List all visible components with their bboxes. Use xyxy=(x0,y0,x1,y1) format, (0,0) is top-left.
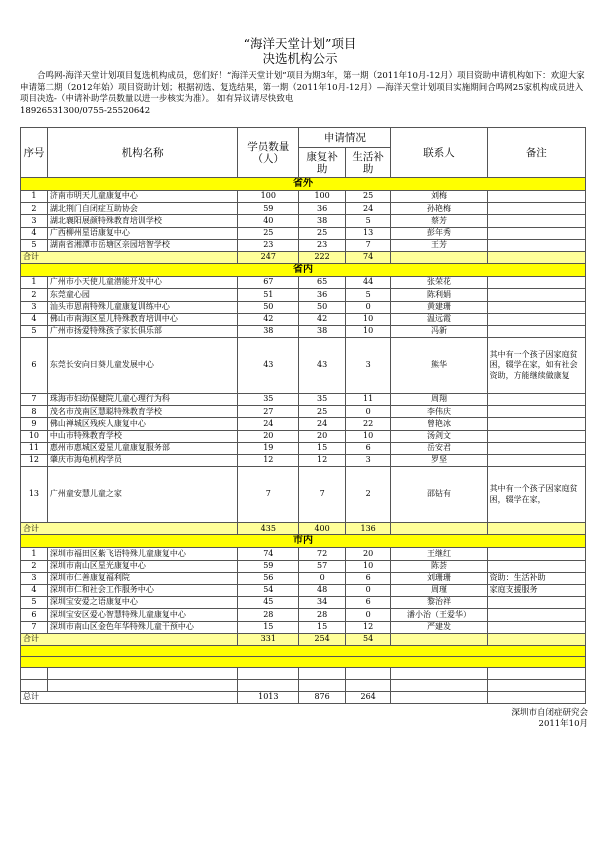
subtotal-students: 331 xyxy=(238,633,299,645)
contact-person: 潘小治（王爱华） xyxy=(391,609,487,621)
row-number: 11 xyxy=(21,442,48,454)
subtotal-rehab: 254 xyxy=(299,633,346,645)
institution-name: 济南市明天儿童康复中心 xyxy=(47,191,237,203)
contact-person: 蔡芳 xyxy=(391,215,487,227)
living-subsidy: 3 xyxy=(345,455,391,467)
remark xyxy=(487,442,585,454)
remark xyxy=(487,227,585,239)
remark xyxy=(487,289,585,301)
rehab-subsidy: 24 xyxy=(299,418,346,430)
table-row xyxy=(21,560,586,572)
empty-cell xyxy=(47,679,237,691)
header-students: 学员数量（人） xyxy=(238,128,299,178)
table-row xyxy=(21,584,586,596)
row-number: 6 xyxy=(21,338,48,394)
subtotal-label: 合计 xyxy=(21,251,238,263)
table-body xyxy=(21,178,586,704)
row-number: 4 xyxy=(21,313,48,325)
row-number: 7 xyxy=(21,394,48,406)
empty-cell xyxy=(345,667,391,679)
header-name: 机构名称 xyxy=(47,128,237,178)
remark xyxy=(487,560,585,572)
institution-name: 汕头市恩南特殊儿童康复训练中心 xyxy=(47,301,237,313)
spacer-cell xyxy=(21,656,586,667)
row-number: 1 xyxy=(21,191,48,203)
remark xyxy=(487,191,585,203)
institution-name: 佛山市南海区星儿特殊教育培训中心 xyxy=(47,313,237,325)
student-count: 15 xyxy=(238,621,299,633)
empty-cell xyxy=(238,667,299,679)
table-row xyxy=(21,597,586,609)
subtotal-living: 136 xyxy=(345,523,391,535)
student-count: 45 xyxy=(238,597,299,609)
remark xyxy=(487,277,585,289)
living-subsidy: 0 xyxy=(345,406,391,418)
table-row xyxy=(21,442,586,454)
living-subsidy: 12 xyxy=(345,621,391,633)
spacer-cell xyxy=(21,645,586,656)
remark xyxy=(487,203,585,215)
rehab-subsidy: 23 xyxy=(299,239,346,251)
row-number: 1 xyxy=(21,277,48,289)
remark xyxy=(487,215,585,227)
table-row xyxy=(21,609,586,621)
subtotal-label: 合计 xyxy=(21,523,238,535)
institution-name: 深圳市南山区金色年华特殊儿童干预中心 xyxy=(47,621,237,633)
grand-total-blank-remark xyxy=(487,691,585,703)
subtotal-row xyxy=(21,523,586,535)
remark: 资助：生活补助 xyxy=(487,572,585,584)
contact-person: 周翔 xyxy=(391,394,487,406)
highlight-spacer-row xyxy=(21,645,586,656)
title-line-1: “海洋天堂计划”项目 xyxy=(243,36,357,51)
student-count: 67 xyxy=(238,277,299,289)
remark xyxy=(487,455,585,467)
living-subsidy: 0 xyxy=(345,609,391,621)
contact-person: 王继红 xyxy=(391,548,487,560)
intro-paragraph: 合鸣网-海洋天堂计划项目复选机构成员，您们好！“海洋天堂计划”项目为期3年，第一期（2011年10月-12月）项目资助申请机构如下：欢迎大家申请第二期（2012年始）项目资助计划；根据初选、复选结果，第一期（2011年10月-12月）—海洋天堂计划项目实施期间合鸣网25家机构成员进入项目决选-（申请补助学员数量以进一步核实为准）。 如有异议请尽快致电 xyxy=(20,71,585,104)
row-number: 2 xyxy=(21,560,48,572)
table-row xyxy=(21,418,586,430)
institution-name: 湖北襄阳展颜特殊教育培训学校 xyxy=(47,215,237,227)
remark xyxy=(487,394,585,406)
remark: 其中有一个孩子因家庭贫困，辍学在家，如有社会资助，方能继续做康复 xyxy=(487,338,585,394)
contact-person: 彭年秀 xyxy=(391,227,487,239)
section-header-row xyxy=(21,264,586,277)
section-header-row xyxy=(21,535,586,548)
subtotal-students: 247 xyxy=(238,251,299,263)
living-subsidy: 3 xyxy=(345,338,391,394)
contact-person: 张荣花 xyxy=(391,277,487,289)
header-apply: 申请情况 xyxy=(299,128,391,148)
footer-date: 2011年10月 xyxy=(538,719,588,729)
contact-person: 邵钻有 xyxy=(391,467,487,523)
grand-total-row xyxy=(21,691,586,703)
row-number: 6 xyxy=(21,609,48,621)
institution-name: 深圳宝安区爱心智慧特殊儿童康复中心 xyxy=(47,609,237,621)
row-number: 1 xyxy=(21,548,48,560)
table-row xyxy=(21,455,586,467)
empty-cell xyxy=(299,667,346,679)
subtotal-blank-remark xyxy=(487,251,585,263)
empty-cell xyxy=(238,679,299,691)
living-subsidy: 7 xyxy=(345,239,391,251)
table-row xyxy=(21,191,586,203)
empty-cell xyxy=(21,679,48,691)
institution-name: 佛山禅城区残疾人康复中心 xyxy=(47,418,237,430)
section-title: 省外 xyxy=(21,178,586,191)
remark xyxy=(487,597,585,609)
empty-cell xyxy=(47,667,237,679)
living-subsidy: 20 xyxy=(345,548,391,560)
remark xyxy=(487,609,585,621)
subtotal-blank-remark xyxy=(487,523,585,535)
table-row xyxy=(21,430,586,442)
row-number: 4 xyxy=(21,584,48,596)
row-number: 9 xyxy=(21,418,48,430)
contact-person: 严建发 xyxy=(391,621,487,633)
rehab-subsidy: 38 xyxy=(299,215,346,227)
institution-name: 中山市特殊教育学校 xyxy=(47,430,237,442)
header-contact: 联系人 xyxy=(391,128,487,178)
living-subsidy: 25 xyxy=(345,191,391,203)
section-header-row xyxy=(21,178,586,191)
living-subsidy: 0 xyxy=(345,301,391,313)
remark: 其中有一个孩子因家庭贫困，辍学在家， xyxy=(487,467,585,523)
contact-person: 王芳 xyxy=(391,239,487,251)
empty-row xyxy=(21,679,586,691)
remark xyxy=(487,239,585,251)
document-title xyxy=(0,36,600,66)
contact-person: 黎治祥 xyxy=(391,597,487,609)
rehab-subsidy: 7 xyxy=(299,467,346,523)
living-subsidy: 5 xyxy=(345,289,391,301)
institution-name: 深圳市仁和社会工作服务中心 xyxy=(47,584,237,596)
living-subsidy: 6 xyxy=(345,597,391,609)
living-subsidy: 6 xyxy=(345,572,391,584)
institution-name: 深圳宝安爱之语康复中心 xyxy=(47,597,237,609)
contact-person: 刘梅 xyxy=(391,191,487,203)
table-row xyxy=(21,406,586,418)
remark xyxy=(487,313,585,325)
rehab-subsidy: 12 xyxy=(299,455,346,467)
empty-cell xyxy=(299,679,346,691)
institution-name: 茂名市茂南区慧聪特殊教育学校 xyxy=(47,406,237,418)
student-count: 74 xyxy=(238,548,299,560)
student-count: 59 xyxy=(238,203,299,215)
row-number: 13 xyxy=(21,467,48,523)
table-row xyxy=(21,621,586,633)
remark xyxy=(487,325,585,337)
header-remark: 备注 xyxy=(487,128,585,178)
remark xyxy=(487,418,585,430)
rehab-subsidy: 48 xyxy=(299,584,346,596)
student-count: 25 xyxy=(238,227,299,239)
living-subsidy: 44 xyxy=(345,277,391,289)
institution-name: 珠海市妇幼保健院儿童心理行为科 xyxy=(47,394,237,406)
remark xyxy=(487,548,585,560)
header-rehab: 康复补助 xyxy=(299,148,346,178)
subtotal-living: 54 xyxy=(345,633,391,645)
grand-total-blank-contact xyxy=(391,691,487,703)
contact-phone: 18926531300/0755-25520642 xyxy=(20,105,151,116)
table-row xyxy=(21,548,586,560)
living-subsidy: 10 xyxy=(345,325,391,337)
living-subsidy: 10 xyxy=(345,560,391,572)
institution-name: 湖北荆门自闭症互助协会 xyxy=(47,203,237,215)
student-count: 40 xyxy=(238,215,299,227)
rehab-subsidy: 50 xyxy=(299,301,346,313)
row-number: 4 xyxy=(21,227,48,239)
student-count: 59 xyxy=(238,560,299,572)
student-count: 100 xyxy=(238,191,299,203)
empty-cell xyxy=(487,667,585,679)
living-subsidy: 13 xyxy=(345,227,391,239)
contact-person: 孙艳梅 xyxy=(391,203,487,215)
table-row xyxy=(21,215,586,227)
living-subsidy: 10 xyxy=(345,313,391,325)
student-count: 50 xyxy=(238,301,299,313)
empty-cell xyxy=(345,679,391,691)
contact-person: 李伟庆 xyxy=(391,406,487,418)
institution-name: 广州童安慧儿童之家 xyxy=(47,467,237,523)
contact-person: 冯新 xyxy=(391,325,487,337)
contact-person: 刘珊珊 xyxy=(391,572,487,584)
subtotal-row xyxy=(21,251,586,263)
empty-row xyxy=(21,667,586,679)
row-number: 3 xyxy=(21,301,48,313)
remark xyxy=(487,301,585,313)
remark xyxy=(487,621,585,633)
student-count: 43 xyxy=(238,338,299,394)
grand-total-label: 总计 xyxy=(21,691,238,703)
subtotal-rehab: 222 xyxy=(299,251,346,263)
row-number: 5 xyxy=(21,597,48,609)
grand-total-rehab: 876 xyxy=(299,691,346,703)
living-subsidy: 0 xyxy=(345,584,391,596)
empty-cell xyxy=(487,679,585,691)
rehab-subsidy: 15 xyxy=(299,621,346,633)
student-count: 27 xyxy=(238,406,299,418)
subtotal-blank-remark xyxy=(487,633,585,645)
table-row xyxy=(21,301,586,313)
table-row xyxy=(21,572,586,584)
table-row xyxy=(21,277,586,289)
institution-name: 深圳市仁善康复福利院 xyxy=(47,572,237,584)
table-row xyxy=(21,394,586,406)
institution-name: 深圳市福田区紫飞语特殊儿童康复中心 xyxy=(47,548,237,560)
rehab-subsidy: 65 xyxy=(299,277,346,289)
footer xyxy=(0,708,588,730)
rehab-subsidy: 57 xyxy=(299,560,346,572)
subtotal-living: 74 xyxy=(345,251,391,263)
student-count: 38 xyxy=(238,325,299,337)
contact-person: 汤剑文 xyxy=(391,430,487,442)
contact-person: 温远霞 xyxy=(391,313,487,325)
rehab-subsidy: 38 xyxy=(299,325,346,337)
living-subsidy: 24 xyxy=(345,203,391,215)
student-count: 20 xyxy=(238,430,299,442)
remark xyxy=(487,406,585,418)
row-number: 3 xyxy=(21,215,48,227)
student-count: 23 xyxy=(238,239,299,251)
highlight-spacer-row xyxy=(21,656,586,667)
table-row xyxy=(21,338,586,394)
section-title: 市内 xyxy=(21,535,586,548)
rehab-subsidy: 28 xyxy=(299,609,346,621)
rehab-subsidy: 34 xyxy=(299,597,346,609)
subtotal-label: 合计 xyxy=(21,633,238,645)
footer-org: 深圳市自闭症研究会 xyxy=(511,708,588,718)
row-number: 7 xyxy=(21,621,48,633)
institution-name: 惠州市惠城区爱星儿童康复服务部 xyxy=(47,442,237,454)
living-subsidy: 11 xyxy=(345,394,391,406)
rehab-subsidy: 15 xyxy=(299,442,346,454)
institution-name: 湖南省湘潭市岳塘区亲园培智学校 xyxy=(47,239,237,251)
institution-table xyxy=(20,127,586,704)
student-count: 28 xyxy=(238,609,299,621)
student-count: 19 xyxy=(238,442,299,454)
header-living: 生活补助 xyxy=(345,148,391,178)
contact-person: 罗坚 xyxy=(391,455,487,467)
institution-name: 东莞长安向日葵儿童发展中心 xyxy=(47,338,237,394)
table-row xyxy=(21,203,586,215)
rehab-subsidy: 35 xyxy=(299,394,346,406)
institution-name: 深圳市南山区星光康复中心 xyxy=(47,560,237,572)
student-count: 24 xyxy=(238,418,299,430)
contact-person: 陈荟 xyxy=(391,560,487,572)
table-row xyxy=(21,227,586,239)
contact-person: 岳安君 xyxy=(391,442,487,454)
table-row xyxy=(21,289,586,301)
contact-person: 黄建珊 xyxy=(391,301,487,313)
table-row xyxy=(21,313,586,325)
header-seq: 序号 xyxy=(21,128,48,178)
institution-name: 广州市扬爱特殊孩子家长俱乐部 xyxy=(47,325,237,337)
intro-text xyxy=(20,71,585,117)
student-count: 7 xyxy=(238,467,299,523)
subtotal-blank-contact xyxy=(391,251,487,263)
student-count: 56 xyxy=(238,572,299,584)
rehab-subsidy: 25 xyxy=(299,406,346,418)
grand-total-students: 1013 xyxy=(238,691,299,703)
grand-total-living: 264 xyxy=(345,691,391,703)
living-subsidy: 10 xyxy=(345,430,391,442)
contact-person: 曾艳冰 xyxy=(391,418,487,430)
rehab-subsidy: 36 xyxy=(299,289,346,301)
living-subsidy: 22 xyxy=(345,418,391,430)
subtotal-blank-contact xyxy=(391,523,487,535)
institution-name: 肇庆市海龟机构学员 xyxy=(47,455,237,467)
living-subsidy: 6 xyxy=(345,442,391,454)
contact-person: 周瑾 xyxy=(391,584,487,596)
rehab-subsidy: 0 xyxy=(299,572,346,584)
row-number: 8 xyxy=(21,406,48,418)
row-number: 12 xyxy=(21,455,48,467)
row-number: 2 xyxy=(21,289,48,301)
contact-person: 陈利娟 xyxy=(391,289,487,301)
remark xyxy=(487,430,585,442)
empty-cell xyxy=(391,679,487,691)
living-subsidy: 5 xyxy=(345,215,391,227)
table-row xyxy=(21,325,586,337)
row-number: 10 xyxy=(21,430,48,442)
remark: 家庭支援服务 xyxy=(487,584,585,596)
subtotal-rehab: 400 xyxy=(299,523,346,535)
rehab-subsidy: 20 xyxy=(299,430,346,442)
institution-name: 东莞童心园 xyxy=(47,289,237,301)
table-row xyxy=(21,467,586,523)
subtotal-row xyxy=(21,633,586,645)
empty-cell xyxy=(21,667,48,679)
rehab-subsidy: 43 xyxy=(299,338,346,394)
rehab-subsidy: 36 xyxy=(299,203,346,215)
student-count: 42 xyxy=(238,313,299,325)
row-number: 2 xyxy=(21,203,48,215)
student-count: 54 xyxy=(238,584,299,596)
student-count: 51 xyxy=(238,289,299,301)
student-count: 35 xyxy=(238,394,299,406)
title-line-2: 决选机构公示 xyxy=(262,51,338,66)
rehab-subsidy: 100 xyxy=(299,191,346,203)
row-number: 5 xyxy=(21,325,48,337)
row-number: 3 xyxy=(21,572,48,584)
contact-person: 熊华 xyxy=(391,338,487,394)
rehab-subsidy: 42 xyxy=(299,313,346,325)
institution-name: 广州市小天使儿童潜能开发中心 xyxy=(47,277,237,289)
institution-name: 广西柳州星语康复中心 xyxy=(47,227,237,239)
subtotal-students: 435 xyxy=(238,523,299,535)
section-title: 省内 xyxy=(21,264,586,277)
row-number: 5 xyxy=(21,239,48,251)
empty-cell xyxy=(391,667,487,679)
rehab-subsidy: 25 xyxy=(299,227,346,239)
rehab-subsidy: 72 xyxy=(299,548,346,560)
living-subsidy: 2 xyxy=(345,467,391,523)
student-count: 12 xyxy=(238,455,299,467)
table-row xyxy=(21,239,586,251)
subtotal-blank-contact xyxy=(391,633,487,645)
